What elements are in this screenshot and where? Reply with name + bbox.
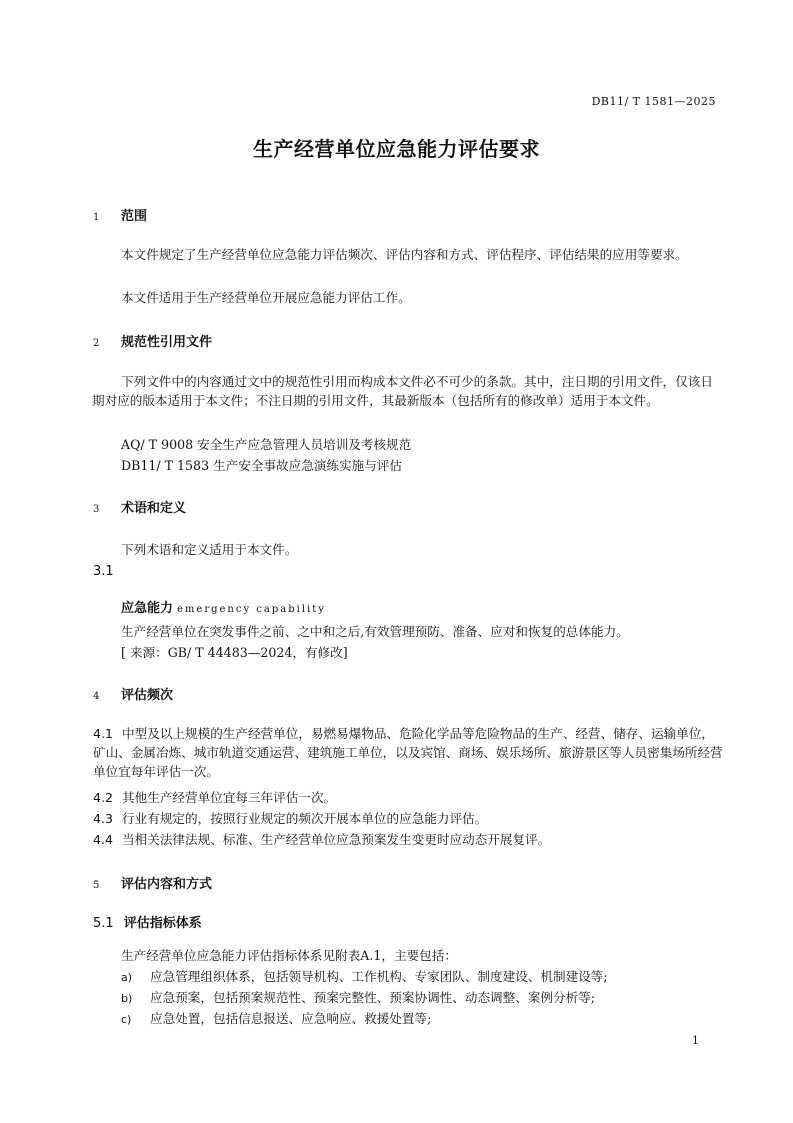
section-heading-2 — [93, 331, 212, 350]
section-heading-1 — [93, 205, 147, 224]
clause-number: 4.2 — [93, 790, 114, 805]
subsection-title: 评估指标体系 — [123, 916, 202, 931]
section-number: 5 — [93, 880, 100, 891]
section-number: 1 — [93, 212, 100, 223]
list-item — [121, 987, 595, 1006]
section-heading-4 — [93, 684, 173, 703]
section-title: 范围 — [121, 209, 148, 224]
normative-reference: DB11/ T 1583 生产安全事故应急演练实施与评估 — [121, 458, 402, 473]
term-entry — [121, 597, 326, 616]
section-title: 评估内容和方式 — [121, 877, 213, 892]
clause-4-2 — [93, 787, 336, 806]
section-title: 术语和定义 — [121, 501, 187, 516]
section-number: 4 — [93, 691, 100, 702]
clause-text: 中型及以上规模的生产经营单位，易燃易爆物品、危险化学品等危险物品的生产、经营、储存、运输单位，矿山、金属冶炼、城市轨道交通运营、建筑施工单位，以及宾馆、商场、娱乐场所、旅游景区等人员密集场所经营单位宜每年评估一次。 — [93, 726, 723, 779]
list-text: 应急处置，包括信息报送、应急响应、救援处置等; — [150, 1011, 432, 1026]
list-text: 应急管理组织体系，包括领导机构、工作机构、专家团队、制度建设、机制建设等; — [150, 969, 608, 984]
document-code: DB11/ T 1581—2025 — [591, 95, 716, 108]
clause-4-4 — [93, 829, 550, 848]
list-label: b) — [121, 992, 133, 1005]
term-english: emergency capability — [177, 604, 326, 615]
clause-text: 行业有规定的，按照行业规定的频次开展本单位的应急能力评估。 — [122, 811, 488, 826]
section-number: 2 — [93, 338, 100, 349]
section-heading-5 — [93, 873, 212, 892]
list-label: a) — [121, 971, 133, 984]
list-text: 应急预案，包括预案规范性、预案完整性、预案协调性、动态调整、案例分析等; — [150, 990, 596, 1005]
page-number: 1 — [692, 1034, 699, 1047]
clause-text: 当相关法律法规、标准、生产经营单位应急预案发生变更时应动态开展复评。 — [122, 832, 551, 847]
subsection-number: 5.1 — [93, 916, 114, 931]
list-label: c) — [121, 1013, 132, 1026]
paragraph: 下列术语和定义适用于本文件。 — [121, 542, 298, 557]
section-title: 评估频次 — [121, 688, 174, 703]
section-title: 规范性引用文件 — [121, 335, 213, 350]
clause-number: 4.4 — [93, 832, 114, 847]
clause-number: 4.1 — [93, 726, 114, 741]
normative-reference: AQ/ T 9008 安全生产应急管理人员培训及考核规范 — [121, 437, 412, 452]
clause-4-3 — [93, 808, 487, 827]
clause-text: 其他生产经营单位宜每三年评估一次。 — [122, 790, 337, 805]
list-item — [121, 966, 608, 985]
section-number: 3 — [93, 504, 100, 515]
document-title: 生产经营单位应急能力评估要求 — [253, 137, 540, 161]
paragraph: 生产经营单位应急能力评估指标体系见附表A.1，主要包括： — [121, 948, 457, 963]
section-heading-3 — [93, 497, 186, 516]
clause-number: 4.3 — [93, 811, 114, 826]
clause-4-1 — [93, 724, 723, 781]
paragraph: 本文件适用于生产经营单位开展应急能力评估工作。 — [121, 290, 411, 305]
term-chinese: 应急能力 — [121, 601, 174, 616]
term-source: [ 来源：GB/ T 44483—2024，有修改] — [121, 645, 348, 660]
subsection-heading-5-1 — [93, 912, 202, 931]
list-item — [121, 1008, 431, 1027]
term-definition: 生产经营单位在突发事件之前、之中和之后,有效管理预防、准备、应对和恢复的总体能力。 — [121, 624, 629, 639]
clause-number: 3.1 — [93, 564, 114, 579]
paragraph: 下列文件中的内容通过文中的规范性引用而构成本文件必不可少的条款。其中，注日期的引用文件，仅该日期对应的版本适用于本文件；不注日期的引用文件，其最新版本（包括所有的修改单）适用于本文件。 — [92, 374, 713, 408]
paragraph: 本文件规定了生产经营单位应急能力评估频次、评估内容和方式、评估程序、评估结果的应用等要求。 — [121, 247, 688, 262]
